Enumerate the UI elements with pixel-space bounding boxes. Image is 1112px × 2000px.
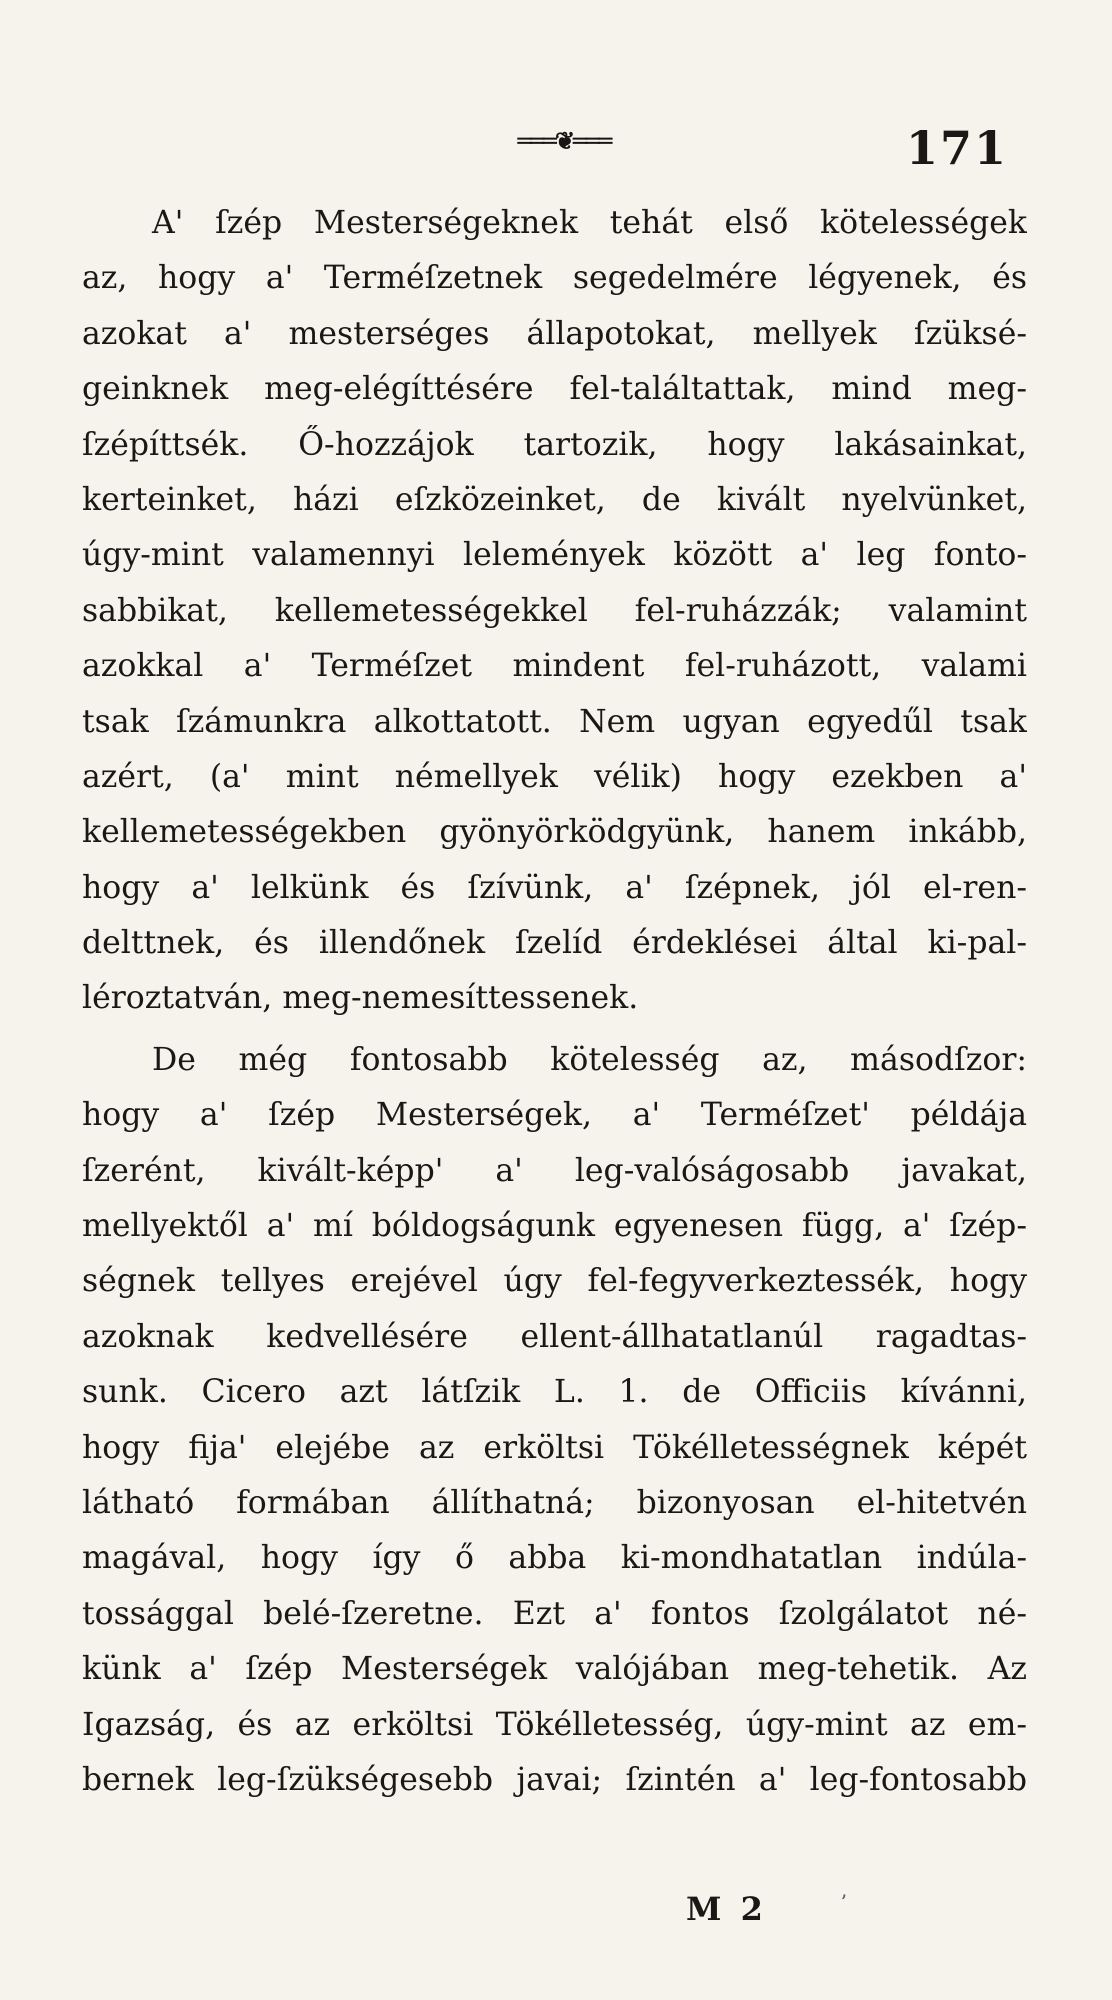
text-line: tsak ſzámunkra alkottatott. Nem ugyan egyedűl tsak bbox=[82, 703, 1027, 740]
header-ornament: ═══❦═══ bbox=[517, 126, 611, 155]
text-line: mellyektől a' mí bóldogságunk egyenesen függ, a' ſzép- bbox=[82, 1208, 1027, 1245]
text-line: A' ſzép Mesterségeknek tehát első kötelességek bbox=[152, 205, 1027, 241]
paragraph-2 bbox=[82, 1033, 1027, 1808]
text-line: azokat a' mesterséges állapotokat, mellyek ſzüksé- bbox=[82, 315, 1027, 352]
text-line: ségnek tellyes erejével úgy fel-fegyverkeztessék, hogy bbox=[82, 1263, 1027, 1300]
text-line: tossággal belé-ſzeretne. Ezt a' fontos ſzolgálatot né- bbox=[82, 1595, 1027, 1632]
text-line: az, hogy a' Terméſzetnek segedelmére légyenek, és bbox=[82, 260, 1027, 297]
text-line: kellemetességekben gyönyörködgyünk, hanem inkább, bbox=[82, 814, 1027, 851]
text-line: azoknak kedvellésére ellent-állhatatlanúl ragadtas- bbox=[82, 1318, 1027, 1355]
text-line: hogy a' lelkünk és ſzívünk, a' ſzépnek, jól el-ren- bbox=[82, 869, 1027, 906]
text-line: hogy fija' elejébe az erköltsi Tökélletességnek képét bbox=[82, 1429, 1027, 1466]
text-line: bernek leg-ſzükségesebb javai; ſzintén a' leg-fontosabb bbox=[82, 1761, 1027, 1798]
text-line: künk a' ſzép Mesterségek valójában meg-tehetik. Az bbox=[82, 1651, 1027, 1688]
paragraph-1 bbox=[82, 196, 1027, 1027]
text-line: sabbikat, kellemetességekkel fel-ruházzák; valamint bbox=[82, 592, 1027, 629]
text-line: azokkal a' Terméſzet mindent fel-ruházott, valami bbox=[82, 648, 1027, 685]
text-line: geinknek meg-elégíttésére fel-találtattak, mind meg- bbox=[82, 371, 1027, 408]
stray-mark: ʼ bbox=[840, 1890, 847, 1914]
text-line: ſzerént, kivált-képp' a' leg-valóságosabb javakat, bbox=[82, 1152, 1027, 1189]
text-line: azért, (a' mint némellyek vélik) hogy ezekben a' bbox=[82, 758, 1027, 795]
text-line: ſzépíttsék. Ő-hozzájok tartozik, hogy lakásainkat, bbox=[82, 426, 1027, 463]
text-line: sunk. Cicero azt látſzik L. 1. de Officiis kívánni, bbox=[82, 1374, 1027, 1411]
text-line: De még fontosabb kötelesség az, másodſzor: bbox=[152, 1041, 1027, 1078]
text-line: hogy a' ſzép Mesterségek, a' Terméſzet' példája bbox=[82, 1097, 1027, 1134]
text-body bbox=[82, 196, 1027, 1808]
signature-mark: M 2 bbox=[686, 1890, 767, 1928]
text-line: magával, hogy így ő abba ki-mondhatatlan indúla- bbox=[82, 1540, 1027, 1577]
text-line: látható formában állíthatná; bizonyosan el-hitetvén bbox=[82, 1484, 1027, 1521]
text-line: úgy-mint valamennyi lelemények között a' leg fonto- bbox=[82, 537, 1027, 574]
text-line: Igazság, és az erköltsi Tökélletesség, úgy-mint az em- bbox=[82, 1706, 1027, 1743]
text-line: kerteinket, házi eſzközeinket, de kivált nyelvünket, bbox=[82, 481, 1027, 518]
text-line: léroztatván, meg-nemesíttessenek. bbox=[82, 980, 639, 1017]
page-number: 171 bbox=[906, 121, 1009, 175]
text-line: delttnek, és illendőnek ſzelíd érdeklései által ki-pal- bbox=[82, 925, 1027, 962]
